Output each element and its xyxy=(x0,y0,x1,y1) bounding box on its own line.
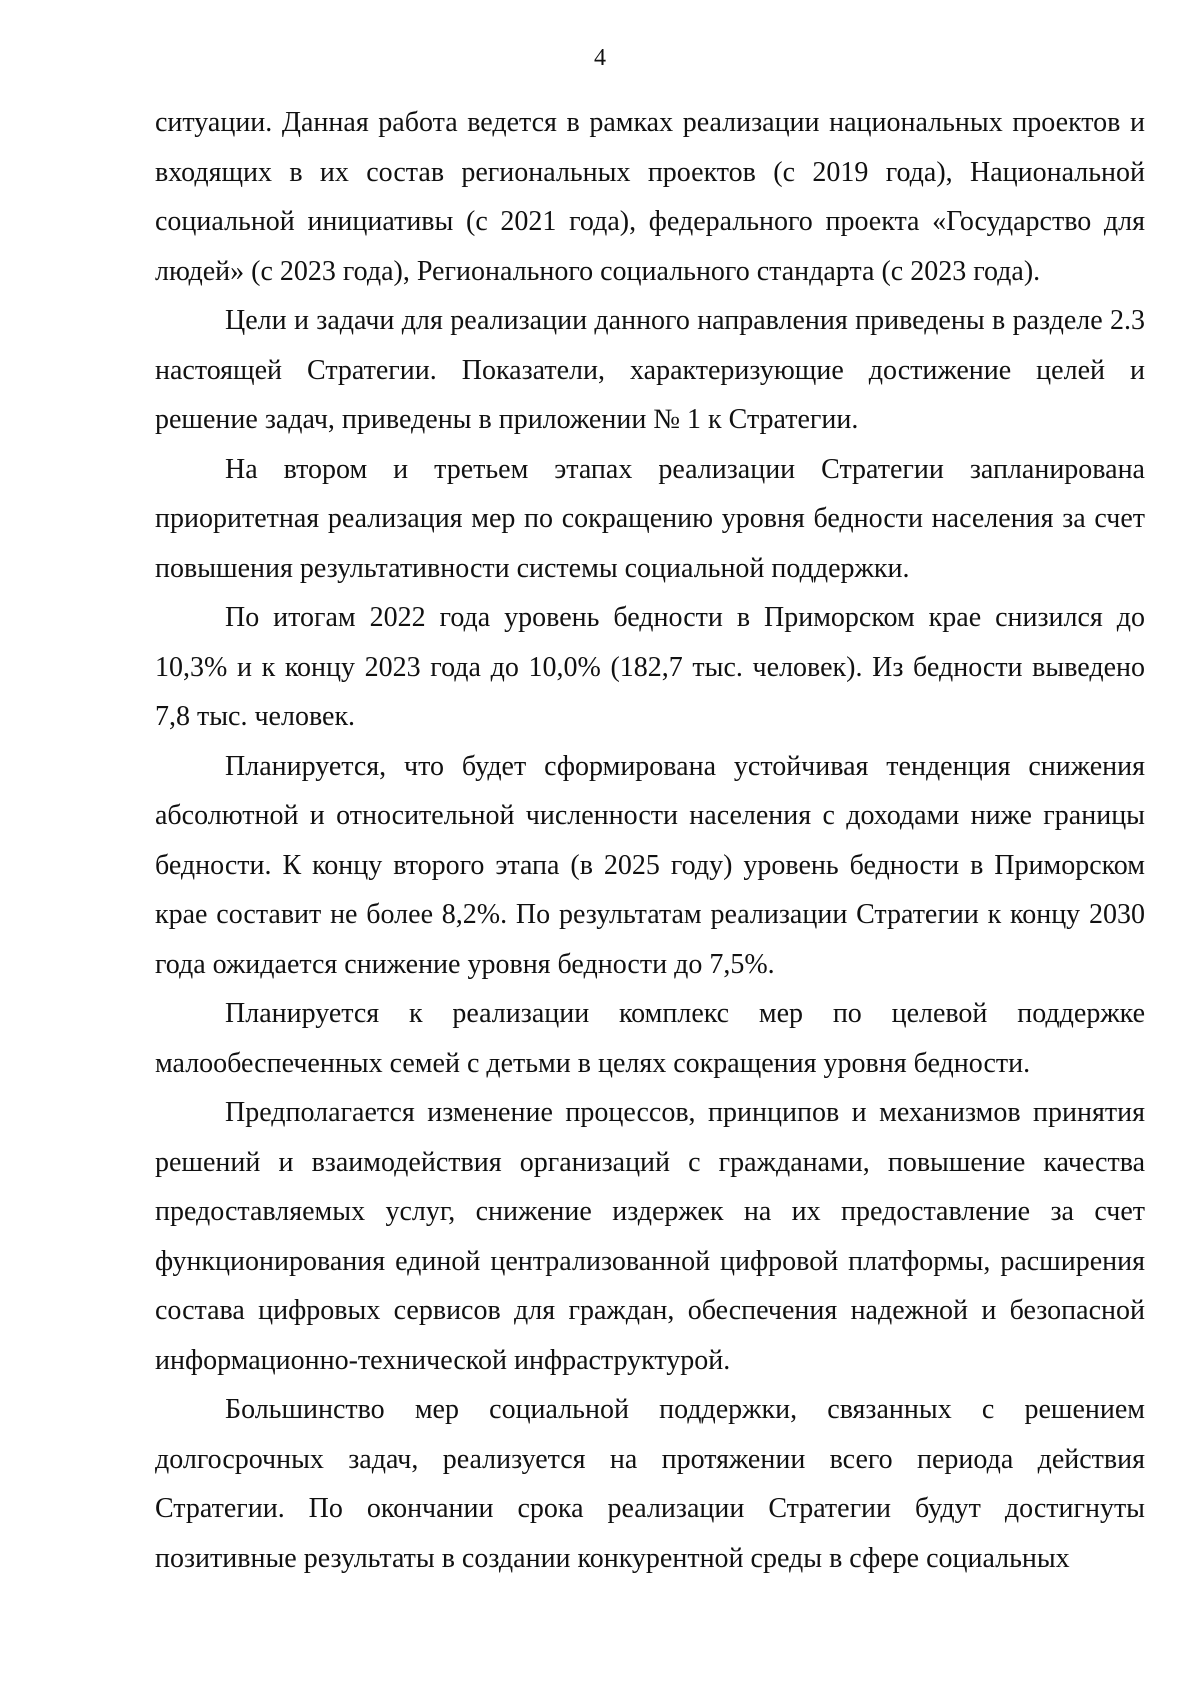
paragraph-long-term-measures: Большинство мер социальной поддержки, связанных с решением долгосрочных задач, реализуется на протяжении всего периода действия Стратегии. По окончании срока реализации Стратегии будут достигнуты позитивные результаты в создании конкурентной среды в сфере социальных xyxy=(155,1394,1145,1574)
paragraph-family-support: Планируется к реализации комплекс мер по целевой поддержке малообеспеченных семей с детьми в целях сокращения уровня бедности. xyxy=(155,998,1145,1079)
paragraph-goals: Цели и задачи для реализации данного направления приведены в разделе 2.3 настоящей Стратегии. Показатели, характеризующие достижение целей и решение задач, приведены в приложении № 1 к Стратегии. xyxy=(155,305,1145,435)
document-body xyxy=(155,98,1145,1583)
paragraph-digital-platform: Предполагается изменение процессов, принципов и механизмов принятия решений и взаимодействия организаций с гражданами, повышение качества предоставляемых услуг, снижение издержек на их предоставление за счет функционирования единой централизованной цифровой платформы, расширения состава цифровых сервисов для граждан, обеспечения надежной и безопасной информационно-технической инфраструктурой. xyxy=(155,1097,1145,1376)
paragraph-poverty-results: По итогам 2022 года уровень бедности в Приморском крае снизился до 10,3% и к концу 2023 года до 10,0% (182,7 тыс. человек). Из бедности выведено 7,8 тыс. человек. xyxy=(155,602,1145,732)
paragraph-continuation: ситуации. Данная работа ведется в рамках реализации национальных проектов и входящих в их состав региональных проектов (с 2019 года), Национальной социальной инициативы (с 2021 года), федерального проекта «Государство для людей» (с 2023 года), Регионального социального стандарта (с 2023 года). xyxy=(155,107,1145,287)
page-number: 4 xyxy=(594,45,606,71)
paragraph-stages: На втором и третьем этапах реализации Стратегии запланирована приоритетная реализация мер по сокращению уровня бедности населения за счет повышения результативности системы социальной поддержки. xyxy=(155,453,1145,584)
paragraph-poverty-plan: Планируется, что будет сформирована устойчивая тенденция снижения абсолютной и относительной численности населения с доходами ниже границы бедности. К концу второго этапа (в 2025 году) уровень бедности в Приморском крае составит не более 8,2%. По результатам реализации Стратегии к концу 2030 года ожидается снижение уровня бедности до 7,5%. xyxy=(155,750,1145,980)
